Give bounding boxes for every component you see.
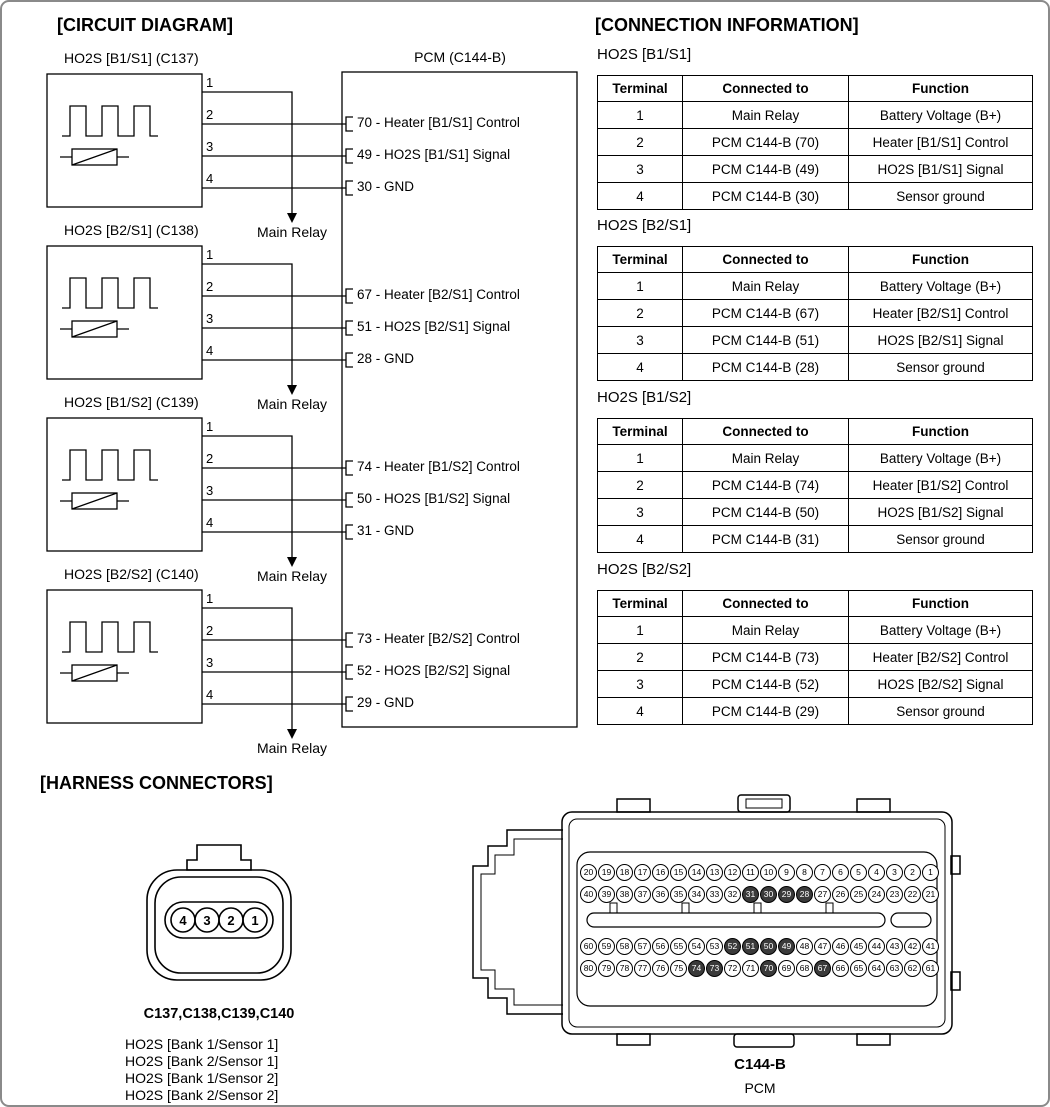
pcm-pin-45: 45 xyxy=(850,938,867,955)
pcm-pin-80: 80 xyxy=(580,960,597,977)
pcm-pin-73: 73 xyxy=(706,960,723,977)
connection-section-title: HO2S [B2/S2] xyxy=(597,561,692,578)
pcm-pin-46: 46 xyxy=(832,938,849,955)
pcm-pin-61: 61 xyxy=(922,960,939,977)
pcm-box-label: PCM (C144-B) xyxy=(414,49,506,65)
sensor-connector-label: HO2S [B1/S2] (C139) xyxy=(64,394,199,410)
terminal-cell: 4 xyxy=(598,526,683,553)
terminal-cell: 3 xyxy=(598,671,683,698)
terminal-cell: 1 xyxy=(598,617,683,644)
col-header-terminal: Terminal xyxy=(598,419,683,445)
table-row xyxy=(598,300,1033,327)
connected-to-cell: Main Relay xyxy=(683,445,849,472)
col-header-terminal: Terminal xyxy=(598,591,683,617)
connected-to-cell: Main Relay xyxy=(683,273,849,300)
function-cell: Battery Voltage (B+) xyxy=(849,102,1033,129)
pcm-pin-row xyxy=(580,938,940,955)
pcm-pin-label: 67 - Heater [B2/S1] Control xyxy=(357,287,520,302)
table-row xyxy=(598,327,1033,354)
pcm-pin-67: 67 xyxy=(814,960,831,977)
harness-description: HO2S [Bank 1/Sensor 1] xyxy=(125,1036,279,1052)
table-row xyxy=(598,644,1033,671)
connected-to-cell: PCM C144-B (51) xyxy=(683,327,849,354)
pcm-pin-71: 71 xyxy=(742,960,759,977)
arrow-down-icon xyxy=(287,213,297,223)
pcm-pin-26: 26 xyxy=(832,886,849,903)
pcm-pin-19: 19 xyxy=(598,864,615,881)
pcm-pin-35: 35 xyxy=(670,886,687,903)
terminal-number: 2 xyxy=(206,107,214,122)
harness-description: HO2S [Bank 2/Sensor 1] xyxy=(125,1053,279,1069)
pcm-pin-28: 28 xyxy=(796,886,813,903)
terminal-cell: 3 xyxy=(598,156,683,183)
pcm-pin-14: 14 xyxy=(688,864,705,881)
harness-pin-number: 4 xyxy=(179,913,187,928)
harness-pin-number: 3 xyxy=(203,913,211,928)
terminal-number: 3 xyxy=(206,139,214,154)
connected-to-cell: PCM C144-B (67) xyxy=(683,300,849,327)
pcm-pin-79: 79 xyxy=(598,960,615,977)
col-header-terminal: Terminal xyxy=(598,247,683,273)
connected-to-cell: PCM C144-B (29) xyxy=(683,698,849,725)
connected-to-cell: PCM C144-B (31) xyxy=(683,526,849,553)
function-cell: Heater [B2/S2] Control xyxy=(849,644,1033,671)
terminal-cell: 2 xyxy=(598,472,683,499)
pcm-pin-43: 43 xyxy=(886,938,903,955)
table-row xyxy=(598,472,1033,499)
connected-to-cell: PCM C144-B (50) xyxy=(683,499,849,526)
terminal-number: 3 xyxy=(206,311,214,326)
pcm-pin-row xyxy=(580,864,940,881)
function-cell: Heater [B1/S2] Control xyxy=(849,472,1033,499)
table-row xyxy=(598,499,1033,526)
pcm-pin-56: 56 xyxy=(652,938,669,955)
arrow-down-icon xyxy=(287,385,297,395)
main-relay-label: Main Relay xyxy=(256,740,328,756)
pcm-pin-27: 27 xyxy=(814,886,831,903)
pcm-pin-label: 70 - Heater [B1/S1] Control xyxy=(357,115,520,130)
terminal-cell: 3 xyxy=(598,327,683,354)
pcm-pin-47: 47 xyxy=(814,938,831,955)
terminal-number: 4 xyxy=(206,687,214,702)
harness-connector-graphic xyxy=(139,838,299,988)
connector-lock-tab xyxy=(187,845,251,870)
pcm-pin-label: 31 - GND xyxy=(357,523,415,538)
table-row xyxy=(598,273,1033,300)
terminal-number: 4 xyxy=(206,515,214,530)
pcm-pin-78: 78 xyxy=(616,960,633,977)
connector-key-slot xyxy=(587,913,885,927)
terminal-cell: 2 xyxy=(598,644,683,671)
pcm-pin-38: 38 xyxy=(616,886,633,903)
connector-left-bracket xyxy=(473,830,563,1014)
connection-table xyxy=(597,75,1033,210)
table-row xyxy=(598,129,1033,156)
pcm-pin-20: 20 xyxy=(580,864,597,881)
pcm-pin-label: 30 - GND xyxy=(357,179,415,194)
col-header-function: Function xyxy=(849,76,1033,102)
table-row xyxy=(598,698,1033,725)
pcm-pin-34: 34 xyxy=(688,886,705,903)
terminal-number: 1 xyxy=(206,75,214,90)
terminal-number: 1 xyxy=(206,247,214,262)
harness-description: HO2S [Bank 2/Sensor 2] xyxy=(125,1087,279,1103)
table-row xyxy=(598,354,1033,381)
pcm-connector-id: C144-B xyxy=(734,1056,786,1073)
pcm-pin-13: 13 xyxy=(706,864,723,881)
function-cell: HO2S [B1/S2] Signal xyxy=(849,499,1033,526)
pcm-pin-32: 32 xyxy=(724,886,741,903)
terminal-number: 4 xyxy=(206,171,214,186)
pcm-pin-74: 74 xyxy=(688,960,705,977)
arrow-down-icon xyxy=(287,729,297,739)
table-row xyxy=(598,445,1033,472)
circuit-diagram-title: [CIRCUIT DIAGRAM] xyxy=(57,15,233,35)
terminal-cell: 4 xyxy=(598,354,683,381)
function-cell: Sensor ground xyxy=(849,183,1033,210)
pcm-pin-16: 16 xyxy=(652,864,669,881)
pcm-box xyxy=(342,72,577,727)
pcm-pin-4: 4 xyxy=(868,864,885,881)
terminal-number: 2 xyxy=(206,279,214,294)
function-cell: Heater [B1/S1] Control xyxy=(849,129,1033,156)
pcm-pin-10: 10 xyxy=(760,864,777,881)
function-cell: Battery Voltage (B+) xyxy=(849,273,1033,300)
connection-table xyxy=(597,418,1033,553)
pcm-pin-49: 49 xyxy=(778,938,795,955)
harness-pin-number: 2 xyxy=(227,913,235,928)
function-cell: Battery Voltage (B+) xyxy=(849,617,1033,644)
pcm-pin-25: 25 xyxy=(850,886,867,903)
connected-to-cell: PCM C144-B (52) xyxy=(683,671,849,698)
pcm-pin-6: 6 xyxy=(832,864,849,881)
pcm-connector-sublabel: PCM xyxy=(744,1080,776,1096)
terminal-cell: 3 xyxy=(598,499,683,526)
pcm-pin-44: 44 xyxy=(868,938,885,955)
pcm-pin-label: 52 - HO2S [B2/S2] Signal xyxy=(357,663,511,678)
heater-symbol xyxy=(62,278,158,308)
pcm-pin-75: 75 xyxy=(670,960,687,977)
pcm-pin-17: 17 xyxy=(634,864,651,881)
table-header-row xyxy=(598,419,1033,445)
table-header-row xyxy=(598,76,1033,102)
heater-symbol xyxy=(62,106,158,136)
pcm-pin-63: 63 xyxy=(886,960,903,977)
main-relay-label: Main Relay xyxy=(256,224,328,240)
harness-connectors-title: [HARNESS CONNECTORS] xyxy=(40,773,273,793)
pcm-pin-64: 64 xyxy=(868,960,885,977)
pcm-pin-41: 41 xyxy=(922,938,939,955)
connection-table xyxy=(597,246,1033,381)
pcm-pin-label: 51 - HO2S [B2/S1] Signal xyxy=(357,319,511,334)
pcm-pin-76: 76 xyxy=(652,960,669,977)
connection-table xyxy=(597,590,1033,725)
pcm-pin-51: 51 xyxy=(742,938,759,955)
pcm-pin-58: 58 xyxy=(616,938,633,955)
col-header-connected-to: Connected to xyxy=(683,419,849,445)
connection-information-title: [CONNECTION INFORMATION] xyxy=(595,15,859,35)
connected-to-cell: PCM C144-B (70) xyxy=(683,129,849,156)
pcm-pin-label: 50 - HO2S [B1/S2] Signal xyxy=(357,491,511,506)
pcm-pin-5: 5 xyxy=(850,864,867,881)
pcm-pin-label: 29 - GND xyxy=(357,695,415,710)
terminal-number: 3 xyxy=(206,483,214,498)
pcm-pin-18: 18 xyxy=(616,864,633,881)
table-row xyxy=(598,617,1033,644)
connected-to-cell: PCM C144-B (74) xyxy=(683,472,849,499)
col-header-terminal: Terminal xyxy=(598,76,683,102)
pcm-pin-29: 29 xyxy=(778,886,795,903)
table-row xyxy=(598,183,1033,210)
pcm-pin-label: 74 - Heater [B1/S2] Control xyxy=(357,459,520,474)
pcm-pin-59: 59 xyxy=(598,938,615,955)
function-cell: Sensor ground xyxy=(849,526,1033,553)
sensor-connector-label: HO2S [B2/S1] (C138) xyxy=(64,222,199,238)
terminal-cell: 4 xyxy=(598,183,683,210)
heater-symbol xyxy=(62,622,158,652)
col-header-connected-to: Connected to xyxy=(683,591,849,617)
function-cell: Sensor ground xyxy=(849,698,1033,725)
terminal-number: 4 xyxy=(206,343,214,358)
sensor-connector-label: HO2S [B2/S2] (C140) xyxy=(64,566,199,582)
pcm-connector-graphic xyxy=(467,794,967,1050)
sensor-connector-label: HO2S [B1/S1] (C137) xyxy=(64,50,199,66)
connector-key-slot xyxy=(891,913,931,927)
pcm-pin-48: 48 xyxy=(796,938,813,955)
terminal-number: 2 xyxy=(206,623,214,638)
terminal-number: 3 xyxy=(206,655,214,670)
table-header-row xyxy=(598,247,1033,273)
pcm-pin-24: 24 xyxy=(868,886,885,903)
pcm-pin-52: 52 xyxy=(724,938,741,955)
col-header-connected-to: Connected to xyxy=(683,247,849,273)
pcm-pin-label: 28 - GND xyxy=(357,351,415,366)
table-header-row xyxy=(598,591,1033,617)
main-relay-label: Main Relay xyxy=(256,568,328,584)
terminal-cell: 1 xyxy=(598,273,683,300)
connected-to-cell: PCM C144-B (28) xyxy=(683,354,849,381)
pcm-pin-row xyxy=(580,960,940,977)
connected-to-cell: PCM C144-B (49) xyxy=(683,156,849,183)
pcm-pin-label: 73 - Heater [B2/S2] Control xyxy=(357,631,520,646)
terminal-number: 1 xyxy=(206,591,214,606)
pcm-pin-label: 49 - HO2S [B1/S1] Signal xyxy=(357,147,511,162)
function-cell: Sensor ground xyxy=(849,354,1033,381)
pcm-pin-22: 22 xyxy=(904,886,921,903)
table-row xyxy=(598,526,1033,553)
terminal-cell: 4 xyxy=(598,698,683,725)
harness-connector-ids: C137,C138,C139,C140 xyxy=(143,1006,295,1022)
col-header-function: Function xyxy=(849,419,1033,445)
pcm-pin-31: 31 xyxy=(742,886,759,903)
pcm-pin-12: 12 xyxy=(724,864,741,881)
terminal-cell: 2 xyxy=(598,300,683,327)
pcm-pin-8: 8 xyxy=(796,864,813,881)
terminal-cell: 2 xyxy=(598,129,683,156)
terminal-number: 1 xyxy=(206,419,214,434)
pcm-pin-70: 70 xyxy=(760,960,777,977)
pcm-pin-69: 69 xyxy=(778,960,795,977)
function-cell: HO2S [B2/S1] Signal xyxy=(849,327,1033,354)
pcm-pin-50: 50 xyxy=(760,938,777,955)
pcm-pin-23: 23 xyxy=(886,886,903,903)
pcm-pin-11: 11 xyxy=(742,864,759,881)
col-header-connected-to: Connected to xyxy=(683,76,849,102)
function-cell: Heater [B2/S1] Control xyxy=(849,300,1033,327)
pcm-pin-15: 15 xyxy=(670,864,687,881)
pcm-pin-72: 72 xyxy=(724,960,741,977)
pcm-pin-54: 54 xyxy=(688,938,705,955)
function-cell: Battery Voltage (B+) xyxy=(849,445,1033,472)
connection-section-title: HO2S [B1/S2] xyxy=(597,389,692,406)
pcm-pin-37: 37 xyxy=(634,886,651,903)
connected-to-cell: Main Relay xyxy=(683,102,849,129)
heater-symbol xyxy=(62,450,158,480)
terminal-number: 2 xyxy=(206,451,214,466)
pcm-pin-55: 55 xyxy=(670,938,687,955)
table-row xyxy=(598,102,1033,129)
function-cell: HO2S [B1/S1] Signal xyxy=(849,156,1033,183)
pcm-pin-30: 30 xyxy=(760,886,777,903)
col-header-function: Function xyxy=(849,591,1033,617)
pcm-pin-65: 65 xyxy=(850,960,867,977)
terminal-cell: 1 xyxy=(598,102,683,129)
pcm-pin-60: 60 xyxy=(580,938,597,955)
pcm-pin-77: 77 xyxy=(634,960,651,977)
function-cell: HO2S [B2/S2] Signal xyxy=(849,671,1033,698)
pcm-pin-2: 2 xyxy=(904,864,921,881)
pcm-pin-21: 21 xyxy=(922,886,939,903)
connected-to-cell: PCM C144-B (73) xyxy=(683,644,849,671)
pcm-pin-42: 42 xyxy=(904,938,921,955)
table-row xyxy=(598,671,1033,698)
pcm-pin-7: 7 xyxy=(814,864,831,881)
pcm-pin-57: 57 xyxy=(634,938,651,955)
connection-section-title: HO2S [B2/S1] xyxy=(597,217,692,234)
arrow-down-icon xyxy=(287,557,297,567)
pcm-pin-40: 40 xyxy=(580,886,597,903)
pcm-pin-62: 62 xyxy=(904,960,921,977)
harness-description: HO2S [Bank 1/Sensor 2] xyxy=(125,1070,279,1086)
pcm-pin-53: 53 xyxy=(706,938,723,955)
connected-to-cell: PCM C144-B (30) xyxy=(683,183,849,210)
pcm-pin-row xyxy=(580,886,940,903)
table-row xyxy=(598,156,1033,183)
harness-pin-number: 1 xyxy=(251,913,259,928)
pcm-pin-36: 36 xyxy=(652,886,669,903)
pcm-pin-68: 68 xyxy=(796,960,813,977)
connection-section-title: HO2S [B1/S1] xyxy=(597,46,692,63)
main-relay-label: Main Relay xyxy=(256,396,328,412)
terminal-cell: 1 xyxy=(598,445,683,472)
pcm-pin-66: 66 xyxy=(832,960,849,977)
pcm-pin-3: 3 xyxy=(886,864,903,881)
connected-to-cell: Main Relay xyxy=(683,617,849,644)
pcm-pin-1: 1 xyxy=(922,864,939,881)
pcm-pin-9: 9 xyxy=(778,864,795,881)
col-header-function: Function xyxy=(849,247,1033,273)
pcm-pin-33: 33 xyxy=(706,886,723,903)
pcm-pin-39: 39 xyxy=(598,886,615,903)
